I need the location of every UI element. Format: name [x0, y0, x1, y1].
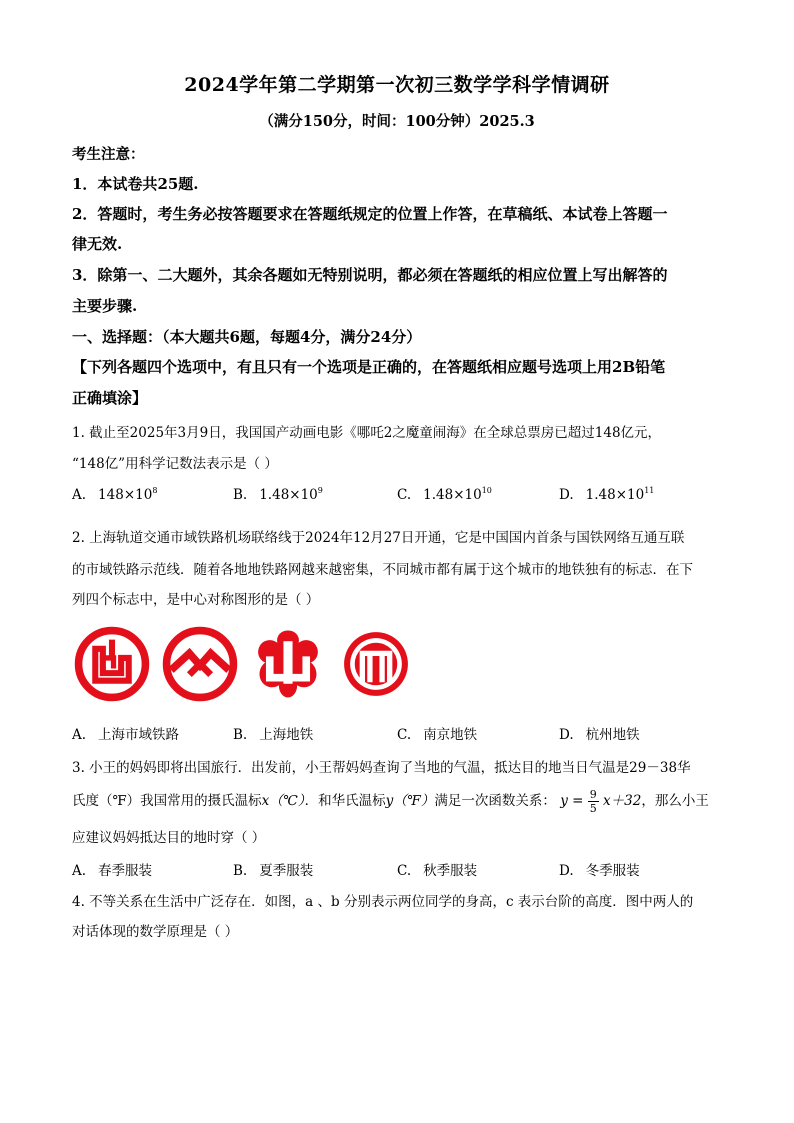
q2-option-b [233, 723, 313, 743]
q2-option-c [397, 723, 477, 743]
shanghai-suburban-railway-logo [74, 626, 150, 702]
option-label: 南京地铁 [423, 727, 478, 743]
section-1-instruction-line-1: 【下列各题四个选项中，有且只有一个选项是正确的，在答题纸相应题号选项上用2B铅笔 [72, 358, 666, 376]
q1-option-a [72, 486, 157, 503]
option-label: 杭州地铁 [585, 727, 640, 743]
q3-option-a [72, 859, 152, 879]
notice-item-3-line-1: 3．除第一、二大题外，其余各题如无特别说明，都必须在答题纸的相应位置上写出解答的 [72, 266, 668, 284]
formula-fraction [588, 788, 599, 815]
q2-stem-line-1: 2. 上海轨道交通市域铁路机场联络线于2024年12月27日开通，它是中国国内首条与国铁网络互通互联 [72, 530, 685, 546]
q3-option-d [559, 859, 640, 879]
q3-text-c: 和华氏温标 [318, 793, 386, 809]
option-label: 秋季服装 [423, 863, 478, 879]
q3-fahrenheit-var: y（℉） [385, 793, 435, 809]
option-label: 夏季服装 [259, 863, 314, 879]
q1-stem-line-1: 1. 截止至2025年3月9日，我国国产动画电影《哪吒2之魔童闹海》在全球总票房已超过148亿元， [72, 425, 662, 441]
option-key: B. [233, 487, 248, 503]
formula-rest: x＋32 [603, 793, 642, 809]
option-label: 春季服装 [98, 863, 153, 879]
notice-item-1: 1．本试卷共25题. [72, 175, 199, 193]
q1-stem-line-2: “148亿”用科学记数法表示是（ ） [72, 456, 278, 472]
q1-option-d [559, 486, 654, 503]
option-key: B. [233, 863, 248, 879]
q2-option-d [559, 723, 640, 743]
option-base: 1.48×10 [423, 487, 482, 503]
option-exponent: 10 [481, 486, 492, 495]
notice-heading: 考生注意： [72, 146, 145, 163]
notice-item-2-line-2: 律无效. [72, 235, 123, 253]
option-key: C. [397, 863, 412, 879]
option-label: 上海地铁 [259, 727, 314, 743]
q3-text-a: 氏度（℉）我国常用的摄氏温标 [72, 793, 262, 809]
notice-item-3-line-2: 主要步骤. [72, 297, 138, 315]
q4-stem-line-1: 4. 不等关系在生活中广泛存在．如图，a 、b 分别表示两位同学的身高，c 表示台阶的高度．图中两人的 [72, 894, 694, 910]
q3-stem-line-3: 应建议妈妈抵达目的地时穿（ ） [72, 830, 266, 846]
section-1-heading: 一、选择题：（本大题共6题，每题4分，满分24分） [72, 328, 422, 346]
section-1-instruction-line-2: 正确填涂】 [72, 389, 148, 407]
option-exponent: 11 [644, 486, 655, 495]
q3-text-e: 满足一次函数关系： [434, 793, 556, 809]
option-label: 上海市域铁路 [98, 727, 180, 743]
page-subtitle: （满分150分，时间：100分钟）2025.3 [259, 113, 535, 130]
q1-option-b [233, 486, 323, 503]
q4-stem-line-2: 对话体现的数学原理是（ ） [72, 924, 239, 940]
q2-option-a [72, 723, 179, 743]
q3-stem-line-2: 氏度（℉）我国常用的摄氏温标x（℃）．和华氏温标y（℉）满足一次函数关系： y = $\frac{9}{5}$ x＋32，那么小王 [72, 788, 709, 815]
option-exponent: 9 [317, 486, 323, 495]
q3-option-b [233, 859, 313, 879]
notice-item-2-line-1: 2．答题时，考生务必按答题要求在答题纸规定的位置上作答，在草稿纸、本试卷上答题一 [72, 205, 668, 223]
q1-option-c [397, 486, 492, 503]
option-key: A. [72, 727, 87, 743]
option-base: 148×10 [98, 487, 153, 503]
q2-stem-line-3: 列四个标志中，是中心对称图形的是（ ） [72, 592, 320, 608]
q3-option-c [397, 859, 477, 879]
option-key: A. [72, 487, 87, 503]
q3-celsius-var: x（℃） [261, 793, 305, 809]
option-label: 冬季服装 [585, 863, 640, 879]
nanjing-metro-logo [250, 626, 326, 702]
shanghai-metro-logo [162, 626, 238, 702]
option-key: D. [559, 727, 574, 743]
hangzhou-metro-logo [338, 626, 414, 702]
fraction-denominator: 5 [589, 802, 597, 815]
option-key: C. [397, 487, 412, 503]
option-base: 1.48×10 [585, 487, 645, 503]
q2-stem-line-2: 的市域铁路示范线．随着各地地铁路网越来越密集，不同城市都有属于这个城市的地铁独有的标志．在下 [72, 562, 693, 578]
option-base: 1.48×10 [259, 487, 318, 503]
formula-y: y [560, 793, 568, 809]
option-key: C. [397, 727, 412, 743]
option-key: D. [559, 487, 574, 503]
option-exponent: 8 [152, 486, 158, 495]
option-key: D. [559, 863, 574, 879]
option-key: B. [233, 727, 248, 743]
option-key: A. [72, 863, 87, 879]
q3-stem-line-1: 3. 小王的妈妈即将出国旅行．出发前，小王帮妈妈查询了当地的气温，抵达目的地当日气温是29－38华 [72, 760, 691, 776]
page-title: 2024学年第二学期第一次初三数学学科学情调研 [184, 74, 610, 96]
q3-text-f: ，那么小王 [641, 793, 709, 809]
fraction-numerator: 9 [589, 788, 597, 801]
formula-eq: = [572, 793, 584, 809]
